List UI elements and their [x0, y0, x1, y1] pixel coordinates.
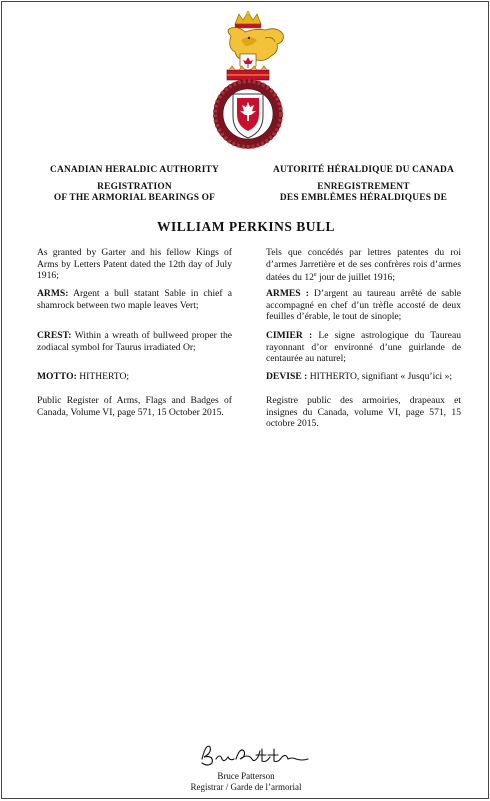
french-grant-superscript: e — [313, 272, 317, 279]
devise-label: DEVISE : — [266, 371, 308, 382]
english-crest-blazon — [37, 330, 232, 353]
english-registration-line-2: OF THE ARMORIAL BEARINGS OF — [53, 193, 216, 203]
heraldic-authority-emblem-icon — [205, 10, 291, 152]
arms-text: Argent a bull statant Sable in chief a shamrock between two maple leaves Vert; — [37, 288, 232, 311]
french-register-reference: Registre public des armoiries, drapeaux et insignes du Canada, volume VI, page 571, 15 octobre 2015. — [266, 395, 461, 430]
english-authority-heading: CANADIAN HERALDIC AUTHORITY — [50, 165, 219, 175]
motto-label: MOTTO: — [37, 371, 77, 382]
french-grant-text-a: Tels que concédés par lettres patentes du roi d’armes Jarretière et de ses confrères rois d’armes datées du 12 — [266, 247, 461, 284]
english-register-reference: Public Register of Arms, Flags and Badges of Canada, Volume VI, page 571, 15 October 2015. — [37, 395, 232, 418]
french-authority-heading: AUTORITÉ HÉRALDIQUE DU CANADA — [273, 165, 454, 175]
english-arms-blazon — [37, 288, 232, 311]
recipient-name: WILLIAM PERKINS BULL — [156, 219, 336, 234]
english-registration-line-1: REGISTRATION — [97, 182, 172, 192]
cimier-text: Le signe astrologique du Taureau rayonnant d’or environné d’une guirlande de centaurée au naturel; — [266, 330, 461, 365]
arms-label: ARMS: — [37, 288, 69, 299]
french-crest-blazon — [266, 330, 461, 365]
handwritten-signature-icon — [192, 739, 312, 771]
crown-icon — [235, 11, 261, 28]
signatory-name: Bruce Patterson — [217, 771, 275, 781]
armes-label: ARMES : — [266, 288, 309, 299]
french-arms-blazon — [266, 288, 461, 323]
english-registration-heading — [37, 182, 232, 204]
french-registration-line-2: DES EMBLÈMES HÉRALDIQUES DE — [279, 193, 448, 203]
armes-text: D’argent au taureau arrêté de sable accompagné en chef d’un trèfle accosté de deux feuilles d’érable, le tout de sinople; — [266, 288, 461, 323]
french-grant-text — [266, 247, 461, 284]
devise-text: HITHERTO, signifiant « Jusqu’ici »; — [307, 371, 453, 382]
letters-patent-page — [1, 1, 489, 799]
french-grant-text-b: jour de juillet 1916; — [316, 272, 395, 284]
cimier-label: CIMIER : — [266, 330, 313, 341]
motto-text: HITHERTO; — [76, 371, 130, 382]
crest-label: CREST: — [37, 330, 72, 341]
french-registration-line-1: ENREGISTREMENT — [317, 182, 410, 192]
english-grant-text: As granted by Garter and his fellow Kings of Arms by Letters Patent dated the 12th day of July 1916; — [37, 247, 232, 282]
signatory-role: Registrar / Garde de l’armorial — [190, 782, 302, 792]
french-motto — [266, 371, 461, 383]
french-registration-heading — [266, 182, 461, 204]
crest-text: Within a wreath of bullweed proper the zodiacal symbol for Taurus irradiated Or; — [37, 330, 232, 353]
english-motto — [37, 371, 232, 383]
